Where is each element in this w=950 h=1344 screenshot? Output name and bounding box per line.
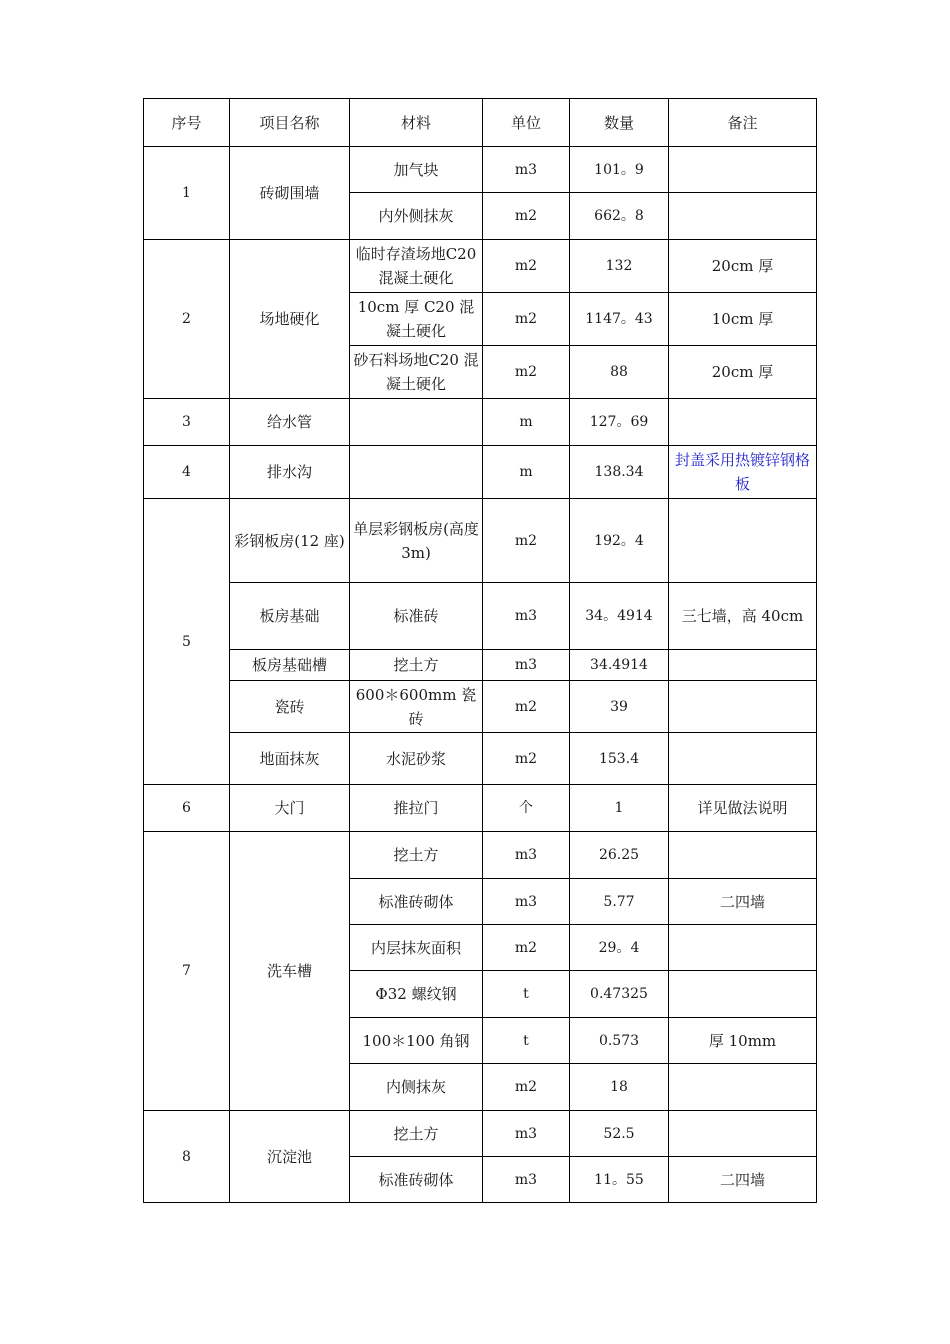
unit-cell: m2 bbox=[483, 346, 570, 399]
table-row bbox=[144, 785, 817, 832]
unit-cell: t bbox=[483, 971, 570, 1018]
quantity-cell: 11。55 bbox=[570, 1157, 669, 1203]
table-row bbox=[144, 147, 817, 193]
material-cell: Φ32 螺纹钢 bbox=[350, 971, 483, 1018]
quantity-cell: 1147。43 bbox=[570, 293, 669, 346]
header-cell: 序号 bbox=[144, 99, 230, 147]
item-number: 1 bbox=[144, 147, 230, 240]
material-cell: 挖土方 bbox=[350, 832, 483, 879]
quantity-cell: 127。69 bbox=[570, 399, 669, 446]
quantity-cell: 662。8 bbox=[570, 193, 669, 240]
quantity-cell: 0.573 bbox=[570, 1018, 669, 1064]
quantity-cell: 192。4 bbox=[570, 499, 669, 583]
header-cell: 项目名称 bbox=[230, 99, 350, 147]
note-cell bbox=[669, 193, 817, 240]
material-cell: 10cm 厚 C20 混凝土硬化 bbox=[350, 293, 483, 346]
item-name: 给水管 bbox=[230, 399, 350, 446]
unit-cell: m bbox=[483, 399, 570, 446]
note-cell: 三七墙，高 40cm bbox=[669, 583, 817, 650]
material-cell: 水泥砂浆 bbox=[350, 733, 483, 785]
note-cell: 10cm 厚 bbox=[669, 293, 817, 346]
unit-cell: t bbox=[483, 1018, 570, 1064]
unit-cell: m2 bbox=[483, 733, 570, 785]
quantity-cell: 88 bbox=[570, 346, 669, 399]
note-cell: 20cm 厚 bbox=[669, 240, 817, 293]
material-cell bbox=[350, 399, 483, 446]
quantity-table bbox=[143, 98, 817, 1203]
material-cell: 临时存渣场地C20 混凝土硬化 bbox=[350, 240, 483, 293]
item-name: 大门 bbox=[230, 785, 350, 832]
quantity-cell: 29。4 bbox=[570, 925, 669, 971]
item-name: 板房基础 bbox=[230, 583, 350, 650]
note-cell bbox=[669, 681, 817, 733]
unit-cell: m3 bbox=[483, 832, 570, 879]
unit-cell: 个 bbox=[483, 785, 570, 832]
table-row bbox=[144, 499, 817, 583]
item-number: 4 bbox=[144, 446, 230, 499]
note-cell bbox=[669, 832, 817, 879]
item-name: 砖砌围墙 bbox=[230, 147, 350, 240]
quantity-cell: 0.47325 bbox=[570, 971, 669, 1018]
material-cell bbox=[350, 446, 483, 499]
quantity-cell: 52.5 bbox=[570, 1111, 669, 1157]
material-cell: 标准砖砌体 bbox=[350, 879, 483, 925]
unit-cell: m3 bbox=[483, 1157, 570, 1203]
unit-cell: m2 bbox=[483, 681, 570, 733]
item-number: 3 bbox=[144, 399, 230, 446]
table-row bbox=[144, 832, 817, 879]
unit-cell: m2 bbox=[483, 240, 570, 293]
item-name: 瓷砖 bbox=[230, 681, 350, 733]
unit-cell: m bbox=[483, 446, 570, 499]
material-cell: 推拉门 bbox=[350, 785, 483, 832]
material-cell: 内层抹灰面积 bbox=[350, 925, 483, 971]
note-cell bbox=[669, 399, 817, 446]
item-number: 2 bbox=[144, 240, 230, 399]
material-cell: 标准砖 bbox=[350, 583, 483, 650]
material-cell: 600＊600mm 瓷砖 bbox=[350, 681, 483, 733]
note-cell: 二四墙 bbox=[669, 1157, 817, 1203]
material-cell: 砂石料场地C20 混凝土硬化 bbox=[350, 346, 483, 399]
item-number: 6 bbox=[144, 785, 230, 832]
note-cell bbox=[669, 1064, 817, 1111]
material-cell: 100＊100 角钢 bbox=[350, 1018, 483, 1064]
unit-cell: m3 bbox=[483, 583, 570, 650]
item-number: 8 bbox=[144, 1111, 230, 1203]
note-cell: 封盖采用热镀锌钢格板 bbox=[669, 446, 817, 499]
table-row bbox=[144, 240, 817, 293]
note-cell: 详见做法说明 bbox=[669, 785, 817, 832]
material-cell: 加气块 bbox=[350, 147, 483, 193]
header-cell: 材料 bbox=[350, 99, 483, 147]
note-cell bbox=[669, 925, 817, 971]
unit-cell: m2 bbox=[483, 293, 570, 346]
quantity-cell: 26.25 bbox=[570, 832, 669, 879]
item-number: 7 bbox=[144, 832, 230, 1111]
quantity-cell: 5.77 bbox=[570, 879, 669, 925]
material-cell: 内侧抹灰 bbox=[350, 1064, 483, 1111]
quantity-cell: 1 bbox=[570, 785, 669, 832]
unit-cell: m3 bbox=[483, 650, 570, 681]
table-row bbox=[144, 583, 817, 650]
note-cell: 二四墙 bbox=[669, 879, 817, 925]
table-row bbox=[144, 446, 817, 499]
material-cell: 挖土方 bbox=[350, 650, 483, 681]
quantity-cell: 34.4914 bbox=[570, 650, 669, 681]
header-cell: 备注 bbox=[669, 99, 817, 147]
material-cell: 标准砖砌体 bbox=[350, 1157, 483, 1203]
item-name: 场地硬化 bbox=[230, 240, 350, 399]
item-name: 排水沟 bbox=[230, 446, 350, 499]
unit-cell: m3 bbox=[483, 147, 570, 193]
unit-cell: m2 bbox=[483, 925, 570, 971]
note-cell bbox=[669, 971, 817, 1018]
table-row bbox=[144, 399, 817, 446]
quantity-cell: 138.34 bbox=[570, 446, 669, 499]
table-row bbox=[144, 681, 817, 733]
unit-cell: m2 bbox=[483, 193, 570, 240]
item-name: 地面抹灰 bbox=[230, 733, 350, 785]
material-cell: 单层彩钢板房(高度 3m) bbox=[350, 499, 483, 583]
note-cell bbox=[669, 1111, 817, 1157]
table-row bbox=[144, 733, 817, 785]
table-row bbox=[144, 650, 817, 681]
material-cell: 内外侧抹灰 bbox=[350, 193, 483, 240]
unit-cell: m2 bbox=[483, 1064, 570, 1111]
quantity-cell: 101。9 bbox=[570, 147, 669, 193]
unit-cell: m2 bbox=[483, 499, 570, 583]
note-cell bbox=[669, 650, 817, 681]
note-cell bbox=[669, 733, 817, 785]
note-cell: 20cm 厚 bbox=[669, 346, 817, 399]
item-number: 5 bbox=[144, 499, 230, 785]
item-name: 板房基础槽 bbox=[230, 650, 350, 681]
quantity-cell: 34。4914 bbox=[570, 583, 669, 650]
table-row bbox=[144, 1111, 817, 1157]
note-cell bbox=[669, 499, 817, 583]
quantity-cell: 132 bbox=[570, 240, 669, 293]
unit-cell: m3 bbox=[483, 1111, 570, 1157]
quantity-cell: 39 bbox=[570, 681, 669, 733]
header-cell: 数量 bbox=[570, 99, 669, 147]
table-header-row bbox=[144, 99, 817, 147]
material-cell: 挖土方 bbox=[350, 1111, 483, 1157]
unit-cell: m3 bbox=[483, 879, 570, 925]
header-cell: 单位 bbox=[483, 99, 570, 147]
item-name: 沉淀池 bbox=[230, 1111, 350, 1203]
item-name: 洗车槽 bbox=[230, 832, 350, 1111]
quantity-cell: 153.4 bbox=[570, 733, 669, 785]
quantity-cell: 18 bbox=[570, 1064, 669, 1111]
item-name: 彩钢板房(12 座) bbox=[230, 499, 350, 583]
note-cell: 厚 10mm bbox=[669, 1018, 817, 1064]
note-cell bbox=[669, 147, 817, 193]
